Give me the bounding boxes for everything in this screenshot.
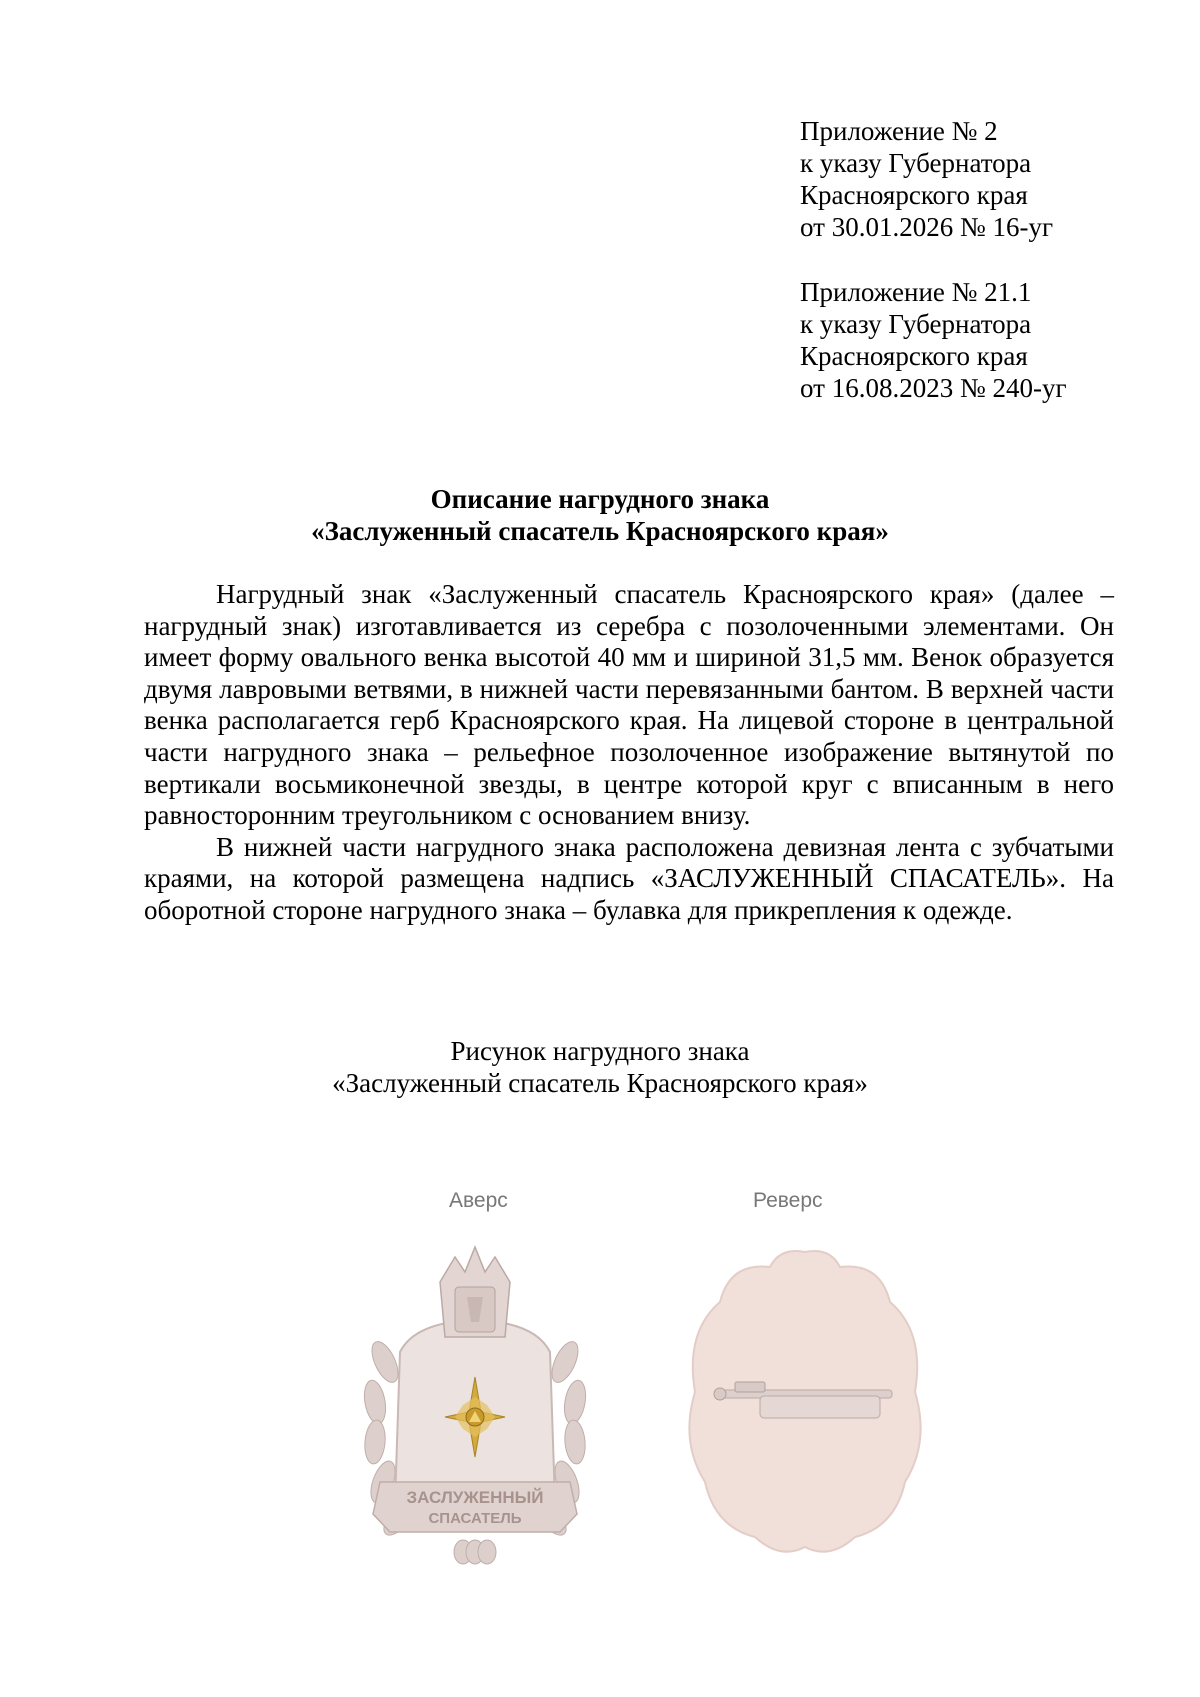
revers-label: Реверс [753,1189,823,1212]
paragraph-1: Нагрудный знак «Заслуженный спасатель Красноярского края» (далее – нагрудный знак) изготавливается из серебра с позолоченными элементами. Он имеет форму овального венка высотой 40 мм и шириной 31,5 мм. Венок образуется двумя лавровыми ветвями, в нижней части перевязанными бантом. В верхней части венка располагается герб Красноярского края. На лицевой стороне в центральной части нагрудного знака – рельефное позолоченное изображение вытянутой по вертикали восьмиконечной звезды, в центре которой круг с вписанным в него равносторонним треугольником с основанием внизу. [144,579,1114,831]
annex-1-line-3: Красноярского края [800,180,1028,210]
description-body [144,579,1114,927]
annex-2-line-1: Приложение № 21.1 [800,277,1032,307]
avers-label: Аверс [449,1189,508,1212]
coat-of-arms-icon [440,1247,510,1337]
annex-1-line-4: от 30.01.2026 № 16-уг [800,212,1054,242]
motto-ribbon [373,1482,577,1532]
annex-2-line-4: от 16.08.2023 № 240-уг [800,373,1067,403]
figure-caption [0,1035,1200,1099]
title-line-1: Описание нагрудного знака [430,484,770,514]
paragraph-2: В нижней части нагрудного знака расположена девизная лента с зубчатыми краями, на которой размещена надпись «ЗАСЛУЖЕННЫЙ СПАСАТЕЛЬ». На оборотной стороне нагрудного знака – булавка для прикрепления к одежде. [144,831,1114,925]
title-line-2: «Заслуженный спасатель Красноярского края» [311,516,889,546]
ribbon-text-line-2: СПАСАТЕЛЬ [428,1510,522,1527]
annex-1-line-2: к указу Губернатора [800,148,1032,178]
annex-block-1 [800,115,1053,243]
ribbon-text-line-1: ЗАСЛУЖЕННЫЙ [406,1488,544,1507]
figure-caption-line-2: «Заслуженный спасатель Красноярского края» [332,1068,868,1098]
badge-reverse-image [680,1242,930,1562]
badge-obverse-image [355,1242,595,1582]
annex-1-line-1: Приложение № 2 [800,116,998,146]
annex-2-line-3: Красноярского края [800,341,1028,371]
document-title [0,483,1200,547]
annex-block-2 [800,276,1067,404]
annex-2-line-2: к указу Губернатора [800,309,1032,339]
bow-knot-icon [454,1540,496,1564]
figure-caption-line-1: Рисунок нагрудного знака [450,1036,750,1066]
